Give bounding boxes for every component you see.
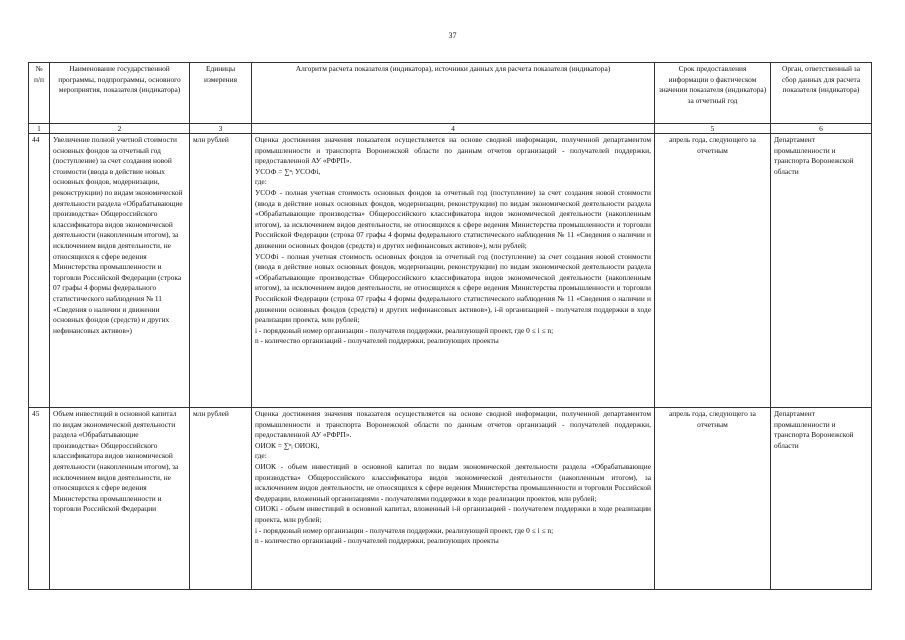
header-algorithm: Алгоритм расчета показателя (индикатора), источники данных для расчета показателя (индикатора) bbox=[252, 63, 655, 124]
algorithm-line: Оценка достижения значения показателя осуществляется на основе сводной информации, полученной департаментом промышленности и транспорта Воронежской области по данным отчетов организаций - получателей поддержки, предоставленной АУ «РФРП». bbox=[255, 409, 651, 440]
column-number: 5 bbox=[655, 124, 771, 134]
table-row bbox=[29, 408, 872, 590]
indicator-unit: млн рублей bbox=[190, 408, 252, 590]
indicator-name: Объем инвестиций в основной капитал по видам экономической деятельности раздела «Обрабатывающие производства» Общероссийского классификатора видов экономической деятельности (накопленным итогом), за исключением видов деятельности, не относящихся к сфере ведения Министерства промышленности и торговли Российской Федерации bbox=[50, 408, 190, 590]
header-unit: Единицы измерения bbox=[190, 63, 252, 124]
header-name: Наименование государственной программы, подпрограммы, основного мероприятия, показателя (индикатора) bbox=[50, 63, 190, 124]
algorithm-line: где: bbox=[255, 451, 267, 461]
column-number: 6 bbox=[771, 124, 872, 134]
responsible-body: Департамент промышленности и транспорта Воронежской области bbox=[771, 408, 872, 590]
indicator-unit: млн рублей bbox=[190, 134, 252, 408]
column-number: 4 bbox=[252, 124, 655, 134]
column-number: 1 bbox=[29, 124, 50, 134]
header-num: № п/п bbox=[29, 63, 50, 124]
column-number: 2 bbox=[50, 124, 190, 134]
algorithm-line: Оценка достижения значения показателя осуществляется на основе сводной информации, полученной департаментом промышленности и транспорта Воронежской области по данным отчетов организаций - получателей поддержки, предоставленной АУ «РФРП». bbox=[255, 135, 651, 166]
algorithm-line: ОИОКi - объем инвестиций в основной капитал, вложенный i-й организацией - получателем поддержки в ходе реализации проекта, млн рублей; bbox=[255, 504, 651, 524]
reporting-deadline: апрель года, следующего за отчетным bbox=[655, 408, 771, 590]
table-row bbox=[29, 134, 872, 408]
row-number: 45 bbox=[29, 408, 50, 590]
algorithm-formula: ОИОК = ∑ⁿᵢ ОИОКi, bbox=[255, 440, 320, 450]
algorithm-line: i - порядковый номер организации - получателя поддержки, реализующей проект, где 0 ≤ i ≤ n; bbox=[255, 525, 554, 535]
responsible-body: Департамент промышленности и транспорта Воронежской области bbox=[771, 134, 872, 408]
calculation-algorithm bbox=[252, 134, 655, 408]
column-number-row bbox=[29, 124, 872, 134]
indicator-table bbox=[28, 62, 872, 590]
algorithm-line: где: bbox=[255, 177, 267, 187]
column-number: 3 bbox=[190, 124, 252, 134]
algorithm-line: n - количество организаций - получателей поддержки, реализующих проекты bbox=[255, 336, 499, 346]
algorithm-line: УСОФi - полная учетная стоимость основных фондов за отчетный год (поступление) за счет создания новой стоимости (ввода в действие новых основных фондов, модернизации, реконструкции) по видам экономической деятельности раздела «Обрабатывающие производства» Общероссийского классификатора видов экономической деятельности (накопленным итогом), за исключением видов деятельности, не относящихся к сфере ведения Министерства промышленности и торговли Российской Федерации (строка 07 графы 4 формы федерального статистического наблюдения № 11 «Сведения о наличии и движении основных фондов (средств) и других нефинансовых активов»), i-й организацией - получателя поддержки в ходе реализации проекта, млн рублей; bbox=[255, 251, 651, 325]
header-responsible: Орган, ответственный за сбор данных для расчета показателя (индикатора) bbox=[771, 63, 872, 124]
reporting-deadline: апрель года, следующего за отчетным bbox=[655, 134, 771, 408]
header-deadline: Срок предоставления информации о фактическом значении показателя (индикатора) за отчетный год bbox=[655, 63, 771, 124]
algorithm-line: i - порядковый номер организации - получателя поддержки, реализующей проект, где 0 ≤ i ≤ n; bbox=[255, 325, 554, 335]
algorithm-line: УСОФ - полная учетная стоимость основных фондов за отчетный год (поступление) за счет создания новой стоимости (ввода в действие новых основных фондов, модернизации, реконструкции) по видам экономической деятельности раздела «Обрабатывающие производства» Общероссийского классификатора видов экономической деятельности (накопленным итогом), за исключением видов деятельности, не относящихся к сфере ведения Министерства промышленности и торговли Российской Федерации (строка 07 графы 4 формы федерального статистического наблюдения № 11 «Сведения о наличии и движении основных фондов (средств) и других нефинансовых активов»), млн рублей; bbox=[255, 187, 651, 250]
algorithm-line: ОИОК - объем инвестиций в основной капитал по видам экономической деятельности раздела «Обрабатывающие производства» Общероссийского классификатора видов экономической деятельности (накопленным итогом), за исключением видов деятельности, не относящихся к сфере ведения Министерства промышленности и торговли Российской Федерации, вложенный организациями - получателями поддержки в ходе реализации проектов, млн рублей; bbox=[255, 461, 651, 503]
indicator-name: Увеличение полной учетной стоимости основных фондов за отчетный год (поступление) за счет создания новой стоимости (ввода в действие новых основных фондов, модернизации, реконструкции) по видам экономической деятельности раздела «Обрабатывающие производства» Общероссийского классификатора видов экономической деятельности (накопленным итогом), за исключением видов деятельности, не относящихся к сфере ведения Министерства промышленности и торговли Российской Федерации (строка 07 графы 4 формы федерального статистического наблюдения № 11 «Сведения о наличии и движении основных фондов (средств) и других нефинансовых активов») bbox=[50, 134, 190, 408]
header-row bbox=[29, 63, 872, 124]
algorithm-line: n - количество организаций - получателей поддержки, реализующих проекты bbox=[255, 536, 499, 546]
page-number: 37 bbox=[448, 31, 457, 40]
algorithm-formula: УСОФ = ∑ⁿᵢ УСОФi, bbox=[255, 166, 321, 176]
calculation-algorithm bbox=[252, 408, 655, 590]
row-number: 44 bbox=[29, 134, 50, 408]
